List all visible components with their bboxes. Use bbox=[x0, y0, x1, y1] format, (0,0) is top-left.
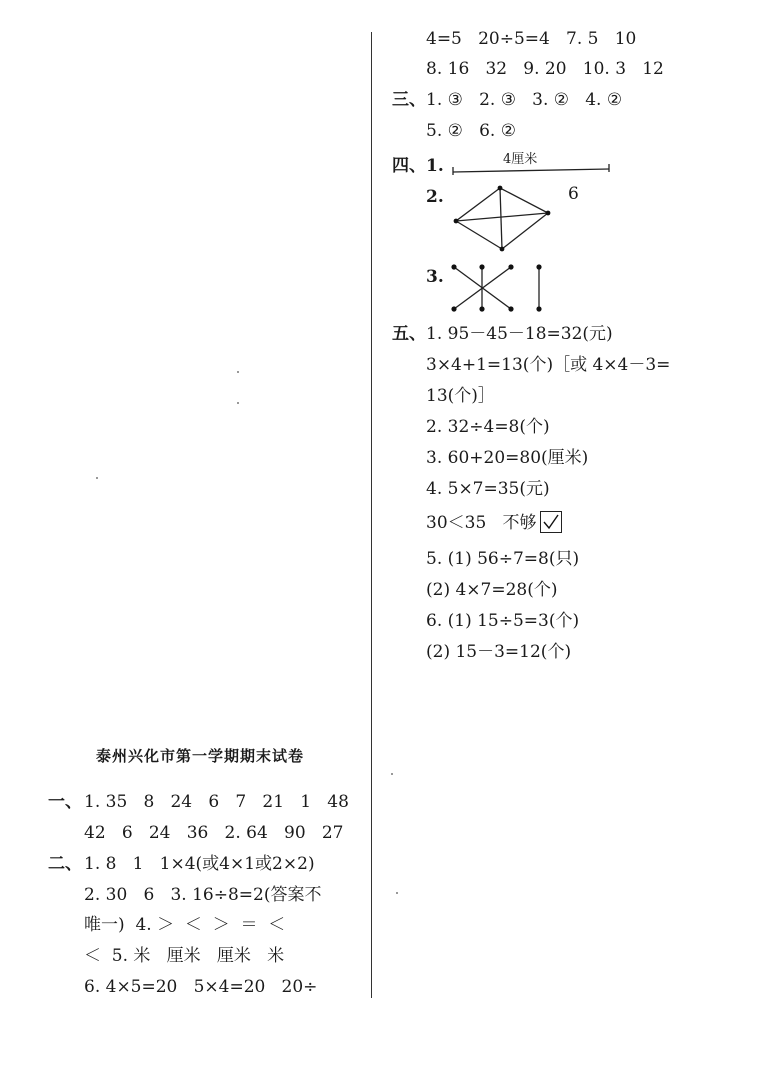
section-2-line-2: 2. 30 6 3. 16÷8=2(答案不 bbox=[84, 885, 322, 905]
scan-speck bbox=[96, 477, 98, 479]
rhombus-diagram bbox=[450, 184, 554, 254]
section-count-value: 6 bbox=[568, 184, 579, 204]
section-3-line-1: 1. ③ 2. ③ 3. ② 4. ② bbox=[426, 90, 623, 110]
segment-drawing bbox=[452, 160, 612, 176]
section-1-line-1: 1. 35 8 24 6 7 21 1 48 bbox=[84, 792, 349, 812]
segment-length-label: 4厘米 bbox=[503, 152, 538, 167]
check-box bbox=[540, 511, 562, 533]
section-5-line-7: 30＜35 不够 bbox=[426, 513, 537, 533]
section-5-line-9: (2) 4×7=28(个) bbox=[426, 580, 558, 600]
check-mark-icon bbox=[543, 514, 559, 530]
section-2-line-4: ＜ 5. 米 厘米 厘米 米 bbox=[84, 946, 285, 966]
scan-speck bbox=[237, 371, 239, 373]
section-2-line-1: 1. 8 1 1×4(或4×1或2×2) bbox=[84, 854, 315, 874]
section-5-line-7-wrap bbox=[426, 512, 562, 535]
section-3-number: 三、 bbox=[392, 90, 426, 110]
section-2-line-5: 6. 4×5=20 5×4=20 20÷ bbox=[84, 977, 318, 997]
section-3-line-2: 5. ② 6. ② bbox=[426, 121, 516, 141]
answers-top-line-2: 8. 16 32 9. 20 10. 3 12 bbox=[426, 59, 664, 79]
section-5-line-6: 4. 5×7=35(元) bbox=[426, 479, 550, 499]
section-4-q3-number: 3. bbox=[426, 267, 444, 287]
column-divider bbox=[371, 32, 372, 998]
scan-speck bbox=[396, 892, 398, 894]
section-5-line-8: 5. (1) 56÷7=8(只) bbox=[426, 549, 580, 569]
section-4-q2-number: 2. bbox=[426, 187, 444, 207]
section-5-line-1: 1. 95－45－18=32(元) bbox=[426, 324, 613, 344]
section-2-number: 二、 bbox=[48, 854, 82, 874]
section-2-line-3: 唯一) 4. ＞ ＜ ＞ ＝ ＜ bbox=[84, 915, 286, 935]
section-5-line-11: (2) 15－3=12(个) bbox=[426, 642, 572, 662]
section-1-number: 一、 bbox=[48, 792, 82, 812]
dots-diagram bbox=[448, 262, 548, 314]
scan-speck bbox=[237, 402, 239, 404]
section-5-line-2: 3×4+1=13(个)［或 4×4－3= bbox=[426, 355, 671, 375]
section-4-number: 四、 bbox=[392, 156, 426, 176]
section-5-line-5: 3. 60+20=80(厘米) bbox=[426, 448, 589, 468]
section-5-number: 五、 bbox=[392, 324, 426, 344]
section-5-line-4: 2. 32÷4=8(个) bbox=[426, 417, 550, 437]
answers-top-line-1: 4=5 20÷5=4 7. 5 10 bbox=[426, 29, 637, 49]
scan-speck bbox=[391, 773, 393, 775]
section-4-q1-number: 1. bbox=[426, 156, 444, 176]
exam-title: 泰州兴化市第一学期期末试卷 bbox=[95, 747, 304, 765]
section-5-line-3: 13(个)］ bbox=[426, 386, 495, 406]
section-1-line-2: 42 6 24 36 2. 64 90 27 bbox=[84, 823, 344, 843]
section-5-line-10: 6. (1) 15÷5=3(个) bbox=[426, 611, 580, 631]
